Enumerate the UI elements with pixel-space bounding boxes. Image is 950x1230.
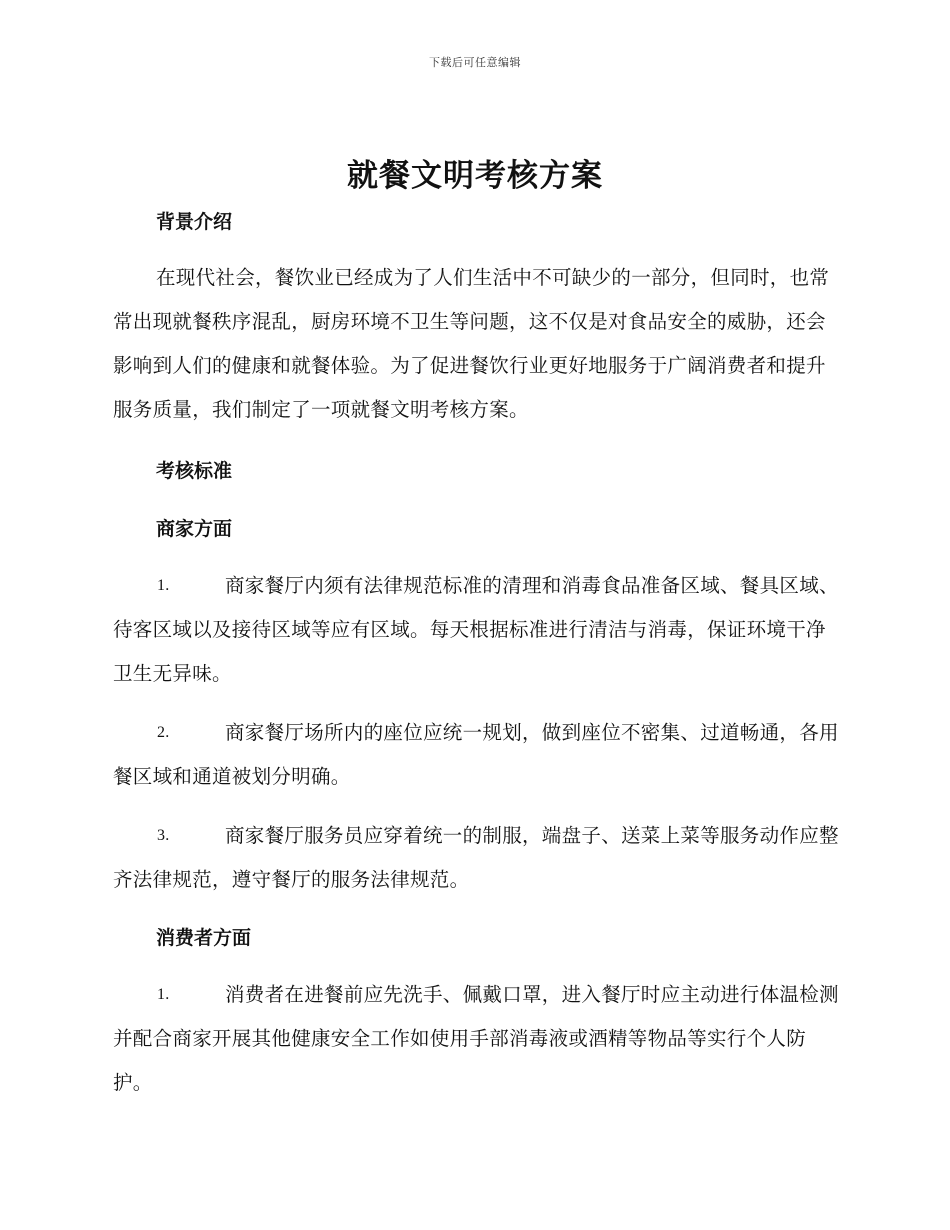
list-item: [113, 711, 839, 799]
page-header-note: 下载后可任意编辑: [429, 56, 521, 69]
document-title: 就餐文明考核方案: [347, 158, 603, 194]
list-item-number: 2.: [157, 724, 170, 741]
subsection-heading-merchant: 商家方面: [156, 518, 233, 540]
subsection-heading-consumer: 消费者方面: [156, 927, 252, 949]
list-item-number: 1.: [157, 986, 170, 1003]
section-heading-standards: 考核标准: [156, 460, 233, 482]
section-heading-background: 背景介绍: [156, 211, 233, 233]
list-item-number: 3.: [157, 827, 170, 844]
list-item-text: 商家餐厅内须有法律规范标准的清理和消毒食品准备区域、餐具区域、待客区域以及接待区域等应有区域。每天根据标准进行清洁与消毒，保证环境干净卫生无异味。: [113, 574, 839, 685]
background-paragraph: 在现代社会，餐饮业已经成为了人们生活中不可缺少的一部分，但同时，也常常出现就餐秩序混乱，厨房环境不卫生等问题，这不仅是对食品安全的威胁，还会影响到人们的健康和就餐体验。为了促进餐饮行业更好地服务于广阔消费者和提升服务质量，我们制定了一项就餐文明考核方案。: [113, 266, 830, 421]
list-item: [113, 814, 839, 902]
list-item-text: 商家餐厅场所内的座位应统一规划，做到座位不密集、过道畅通，各用餐区域和通道被划分明确。: [113, 721, 839, 788]
list-item-number: 1.: [157, 577, 170, 594]
list-item-text: 商家餐厅服务员应穿着统一的制服，端盘子、送菜上菜等服务动作应整齐法律规范，遵守餐厅的服务法律规范。: [113, 824, 839, 891]
list-item: [113, 973, 839, 1105]
list-item-text: 消费者在进餐前应先洗手、佩戴口罩，进入餐厅时应主动进行体温检测并配合商家开展其他健康安全工作如使用手部消毒液或酒精等物品等实行个人防护。: [113, 983, 839, 1094]
list-item: [113, 564, 839, 696]
